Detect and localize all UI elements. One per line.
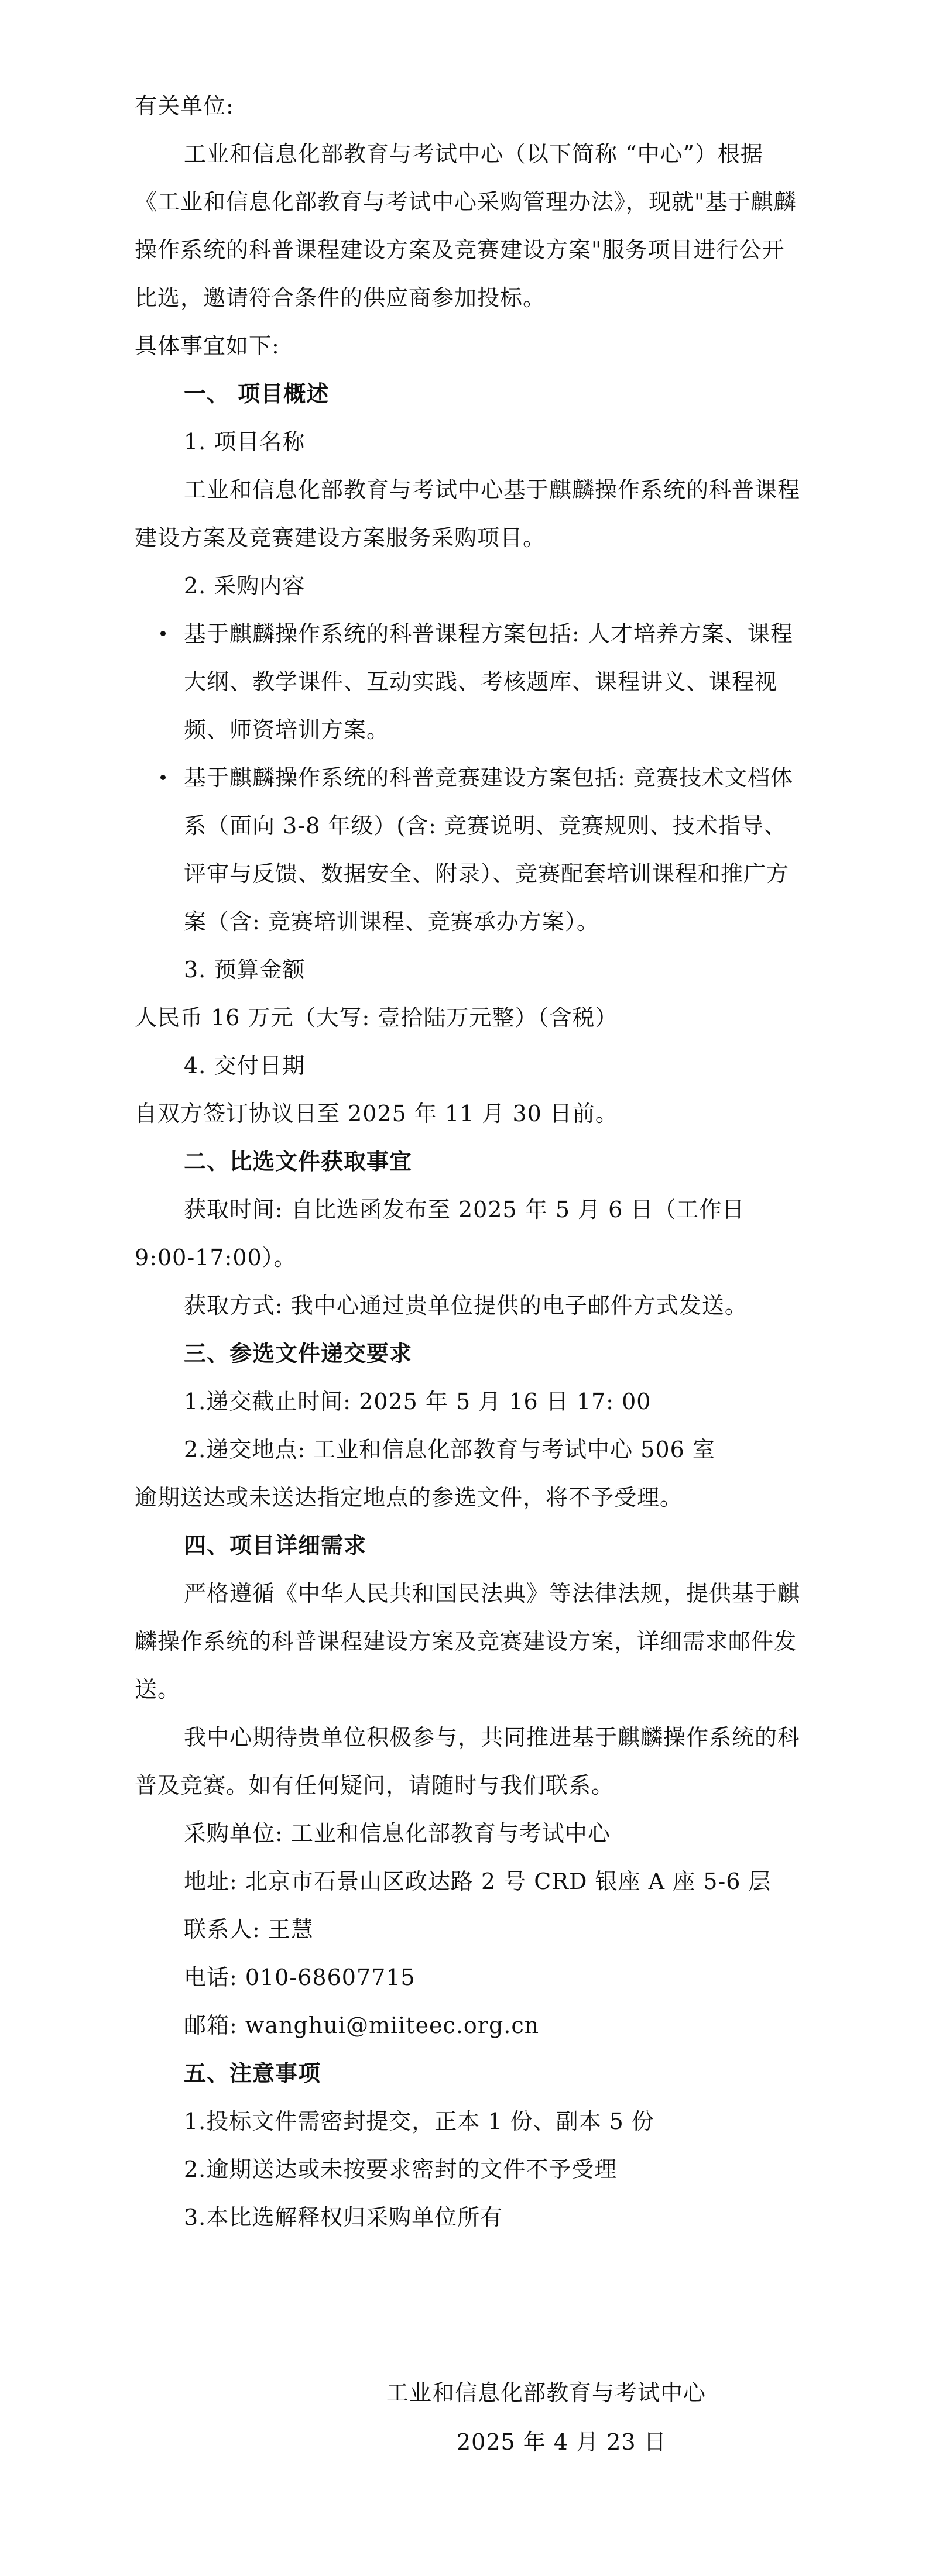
item-title-project-name: 1. 项目名称 (184, 429, 306, 455)
note-item: 3.本比选解释权归采购单位所有 (184, 2204, 503, 2230)
document-body (135, 82, 802, 2241)
list-item (135, 610, 802, 754)
signature-organization: 工业和信息化部教育与考试中心 (386, 2380, 707, 2406)
submission-deadline: 1.递交截止时间: 2025 年 5 月 16 日 17: 00 (184, 1389, 652, 1414)
contact-unit: 采购单位: 工业和信息化部教育与考试中心 (184, 1821, 611, 1846)
closing-text: 我中心期待贵单位积极参与，共同推进基于麒麟操作系统的科普及竞赛。如有任何疑问，请随时与我们联系。 (135, 1725, 801, 1798)
project-name-text: 工业和信息化部教育与考试中心基于麒麟操作系统的科普课程建设方案及竞赛建设方案服务采购项目。 (135, 477, 801, 551)
budget-text: 人民币 16 万元（大写: 壹拾陆万元整）（含税） (135, 1005, 618, 1031)
acquisition-time: 获取时间: 自比选函发布至 2025 年 5 月 6 日（工作日 9:00-17:00）。 (135, 1197, 745, 1270)
intro-lead-in: 具体事宜如下: (135, 333, 280, 359)
bullet-icon (160, 775, 166, 780)
section-heading-requirements: 四、项目详细需求 (184, 1532, 367, 1558)
section-heading-overview: 一、 项目概述 (184, 380, 330, 407)
requirement-text: 严格遵循《中华人民共和国民法典》等法律法规，提供基于麒麟操作系统的科普课程建设方案及竞赛建设方案，详细需求邮件发送。 (135, 1581, 801, 1702)
late-submission-note: 逾期送达或未送达指定地点的参选文件，将不予受理。 (135, 1485, 683, 1510)
section-heading-notes: 五、注意事项 (184, 2060, 321, 2086)
list-item-text: 基于麒麟操作系统的科普课程方案包括: 人才培养方案、课程大纲、教学课件、互动实践、考核题库、课程讲义、课程视频、师资培训方案。 (184, 621, 793, 743)
bullet-icon (160, 631, 166, 636)
contact-phone: 电话: 010-68607715 (184, 1964, 416, 1990)
list-item-text: 基于麒麟操作系统的科普竞赛建设方案包括: 竞赛技术文档体系（面向 3-8 年级）(含: 竞赛说明、竞赛规则、技术指导、评审与反馈、数据安全、附录）、竞赛配套培训课程和推广方案（含: 竞赛培训课程、竞赛承办方案）。 (184, 765, 793, 935)
note-item: 1.投标文件需密封提交，正本 1 份、副本 5 份 (184, 2108, 654, 2134)
salutation: 有关单位: (135, 93, 234, 119)
acquisition-method: 获取方式: 我中心通过贵单位提供的电子邮件方式发送。 (184, 1293, 748, 1318)
contact-address: 地址: 北京市石景山区政达路 2 号 CRD 银座 A 座 5-6 层 (184, 1869, 772, 1894)
item-title-budget: 3. 预算金额 (184, 957, 306, 983)
note-item: 2.逾期送达或未按要求密封的文件不予受理 (184, 2156, 618, 2182)
section-heading-submission: 三、参选文件递交要求 (184, 1340, 413, 1366)
list-item (135, 754, 802, 946)
delivery-date-text: 自双方签订协议日至 2025 年 11 月 30 日前。 (135, 1101, 618, 1126)
item-title-delivery-date: 4. 交付日期 (184, 1053, 306, 1079)
signature-date: 2025 年 4 月 23 日 (457, 2429, 667, 2455)
contact-person: 联系人: 王慧 (184, 1916, 314, 1942)
intro-paragraph: 工业和信息化部教育与考试中心（以下简称 “中心”）根据《工业和信息化部教育与考试中心采购管理办法》，现就"基于麒麟操作系统的科普课程建设方案及竞赛建设方案"服务项目进行公开比选，邀请符合条件的供应商参加投标。 (135, 141, 797, 311)
procurement-content-list (135, 610, 802, 946)
section-heading-document-acquisition: 二、比选文件获取事宜 (184, 1148, 413, 1174)
item-title-procurement-content: 2. 采购内容 (184, 573, 306, 599)
contact-email: 邮箱: wanghui@miiteec.org.cn (184, 2012, 540, 2038)
submission-location: 2.递交地点: 工业和信息化部教育与考试中心 506 室 (184, 1437, 715, 1462)
